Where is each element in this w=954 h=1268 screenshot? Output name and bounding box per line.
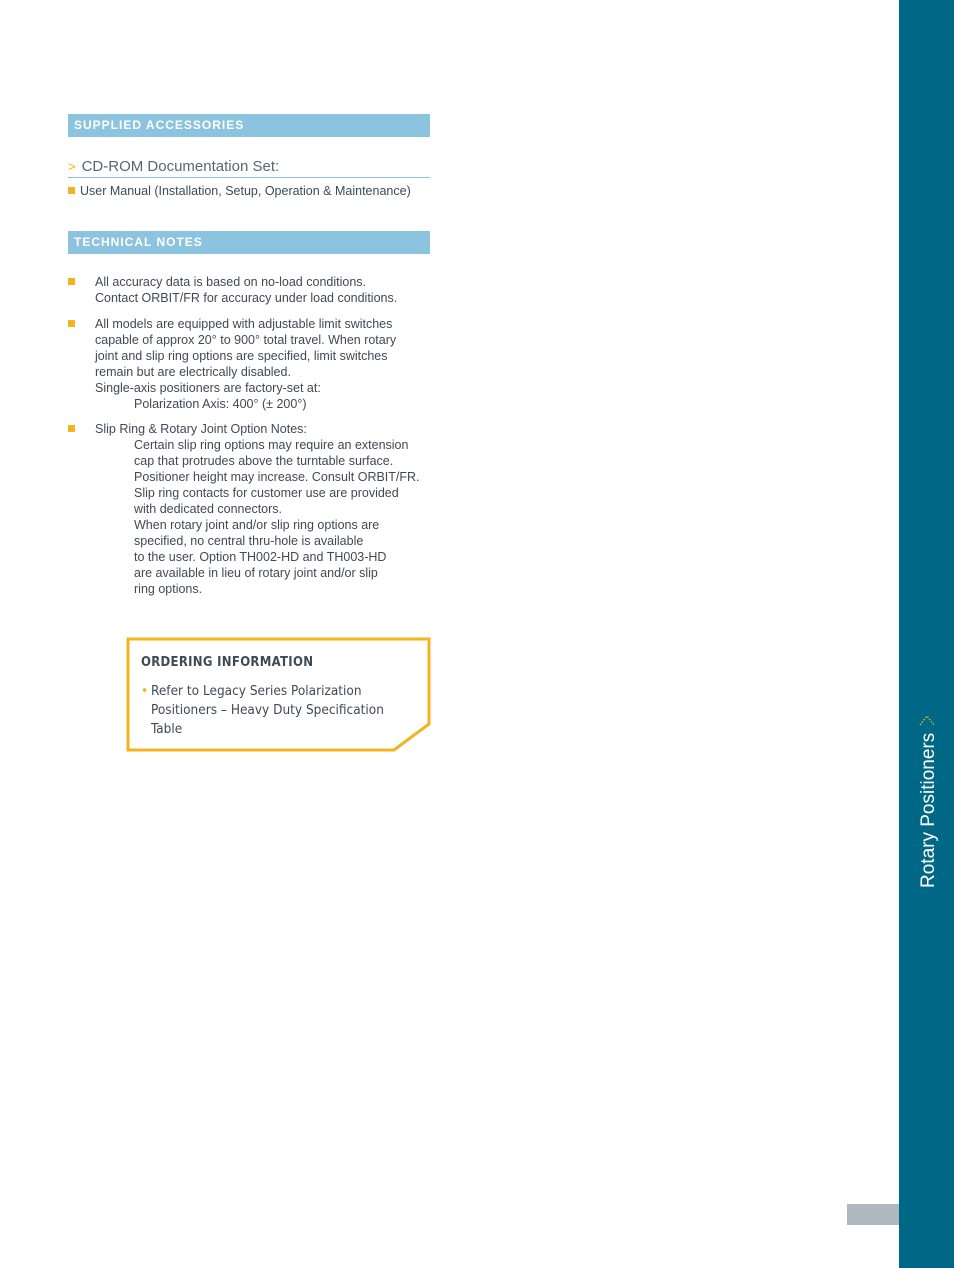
note-line: joint and slip ring options are specified, limit switches bbox=[95, 349, 388, 363]
page-tab-marker bbox=[847, 1204, 899, 1225]
ordering-information-title: ORDERING INFORMATION bbox=[141, 655, 314, 670]
subheading-text: CD-ROM Documentation Set: bbox=[81, 158, 280, 175]
note-line-indented: When rotary joint and/or slip ring options are bbox=[134, 518, 380, 532]
note-line: All accuracy data is based on no-load conditions. bbox=[95, 275, 366, 289]
note-line-indented: specified, no central thru-hole is available bbox=[134, 534, 364, 548]
technical-note bbox=[68, 421, 438, 597]
note-line-indented: Certain slip ring options may require an extension bbox=[134, 438, 409, 452]
ordering-line: Refer to Legacy Series Polarization bbox=[151, 683, 362, 699]
bullet-square-icon bbox=[68, 187, 75, 194]
technical-notes-heading: TECHNICAL NOTES bbox=[68, 231, 430, 254]
note-line-indented: to the user. Option TH002-HD and TH003-HD bbox=[134, 550, 387, 564]
bullet-square-icon bbox=[68, 425, 75, 432]
note-line-indented: are available in lieu of rotary joint and/or slip bbox=[134, 566, 378, 580]
ordering-line: Table bbox=[151, 721, 183, 737]
ordering-line: Positioners – Heavy Duty Specification bbox=[151, 702, 384, 718]
technical-note bbox=[68, 274, 438, 306]
note-line: Single-axis positioners are factory-set at: bbox=[95, 381, 321, 395]
bullet-square-icon bbox=[68, 320, 75, 327]
ordering-information-box bbox=[126, 637, 431, 752]
note-line-indented: with dedicated connectors. bbox=[134, 502, 283, 516]
note-line-indented: Slip ring contacts for customer use are provided bbox=[134, 486, 399, 500]
note-line: capable of approx 20° to 900° total travel. When rotary bbox=[95, 333, 397, 347]
supplied-accessories-heading: SUPPLIED ACCESSORIES bbox=[68, 114, 430, 137]
list-item-text: User Manual (Installation, Setup, Operation & Maintenance) bbox=[80, 184, 411, 198]
ordering-information-text bbox=[141, 682, 411, 739]
side-tab-text: Rotary Positioners bbox=[918, 732, 939, 888]
cd-rom-subheading bbox=[68, 157, 430, 178]
note-line: Slip Ring & Rotary Joint Option Notes: bbox=[95, 422, 307, 436]
chevron-up-icon bbox=[918, 712, 936, 728]
note-line-indented: Positioner height may increase. Consult ORBIT/FR. bbox=[134, 470, 420, 484]
note-line: Contact ORBIT/FR for accuracy under load conditions. bbox=[95, 291, 398, 305]
bullet-square-icon bbox=[68, 278, 75, 285]
chevron-right-icon: > bbox=[68, 159, 76, 174]
note-line-indented: Polarization Axis: 400° (± 200°) bbox=[134, 397, 307, 411]
note-line-indented: ring options. bbox=[134, 582, 203, 596]
side-tab-label bbox=[914, 520, 944, 888]
note-line-indented: cap that protrudes above the turntable surface. bbox=[134, 454, 394, 468]
note-line: remain but are electrically disabled. bbox=[95, 365, 291, 379]
note-line: All models are equipped with adjustable limit switches bbox=[95, 317, 393, 331]
list-item bbox=[68, 183, 411, 199]
technical-note bbox=[68, 316, 438, 412]
bullet-dot-icon: • bbox=[141, 683, 149, 699]
